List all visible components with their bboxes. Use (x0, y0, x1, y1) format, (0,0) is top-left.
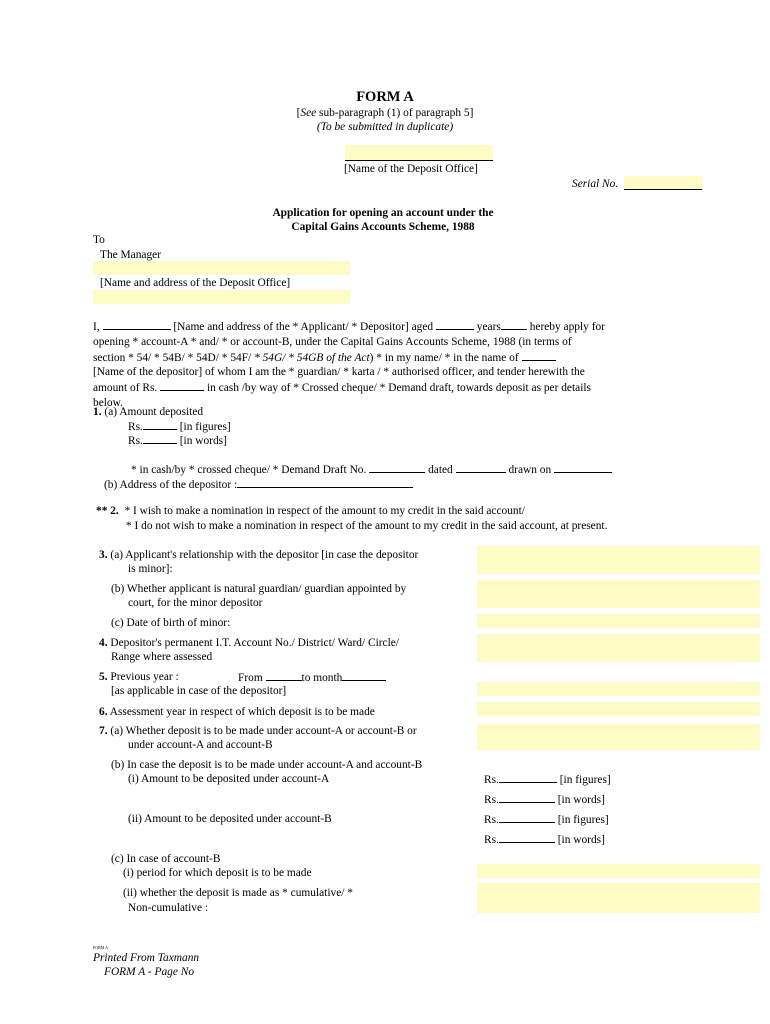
item3-a-line1: (a) Applicant's relationship with the depositor [in case the depositor (107, 549, 419, 561)
words-label: [in words] (557, 794, 605, 806)
to-month-blank[interactable] (342, 670, 386, 681)
item6-line1: Assessment year in respect of which deposit is to be made (107, 706, 375, 718)
figures-label: [in figures] (179, 421, 231, 433)
age-blank[interactable] (436, 319, 474, 330)
item3-b-line2: court, for the minor depositor (128, 597, 263, 609)
item7-b-line1: (b) In case the deposit is to be made under account-A and account-B (111, 759, 423, 771)
applicant-name-blank[interactable] (103, 319, 171, 330)
date-blank[interactable] (456, 462, 506, 473)
form-duplicate-note: (To be submitted in duplicate) (316, 121, 454, 133)
deposit-office-name-field[interactable] (345, 145, 493, 161)
body-line-2: opening * account-A * and/ * or account-B, under the Capital Gains Accounts Scheme, 1988 (in terms of (93, 335, 572, 348)
body-payment-mode: in cash /by way of * Crossed cheque/ * Demand draft, towards deposit as per details (206, 382, 591, 395)
words-label: [in words] (557, 834, 605, 846)
payment-mode-label: * in cash/by * crossed cheque/ * Demand Draft No. (131, 464, 367, 476)
item7-c-i: (i) period for which deposit is to be made (123, 867, 312, 879)
item1-label: (a) Amount deposited (101, 406, 204, 418)
body-name-address: [Name and address of the * Applicant/ * Depositor] aged (173, 321, 434, 333)
drawn-on-label: drawn on (508, 464, 552, 476)
office-address-field[interactable] (93, 290, 350, 304)
item2-nominate (96, 504, 525, 519)
form-subtitle (0, 106, 770, 121)
account-b-figures-row (484, 812, 609, 828)
drawn-on-blank[interactable] (554, 462, 612, 473)
draft-no-blank[interactable] (369, 462, 425, 473)
application-body (93, 319, 676, 411)
assessment-year-field[interactable] (477, 702, 760, 716)
body-sections-italic: * 54G/ * 54GB of the Act (254, 351, 370, 364)
from-label: From (238, 672, 263, 684)
rs-label: Rs. (484, 794, 499, 806)
body-apply: hereby apply for (529, 321, 605, 333)
account-b-words-row (484, 832, 605, 848)
rs-label: Rs. (484, 774, 499, 786)
previous-year-field[interactable] (477, 682, 760, 696)
minor-dob-field[interactable] (477, 614, 760, 628)
deposit-period-field[interactable] (477, 864, 760, 878)
application-heading-line1: Application for opening an account under the (272, 207, 494, 219)
body-line-6: below. (93, 397, 123, 410)
item7-b-i: (i) Amount to be deposited under account-A (128, 773, 330, 785)
subtitle-see: See (300, 107, 317, 119)
body-in-my-name: ) * in my name/ * in the name of (369, 351, 519, 364)
years-blank[interactable] (501, 319, 527, 330)
body-sections: section * 54/ * 54B/ * 54D/ * 54F/ (93, 351, 255, 364)
account-a-figures-blank[interactable] (499, 772, 557, 783)
figures-label: [in figures] (559, 774, 611, 786)
item1-words-row (128, 433, 227, 449)
item1-payment-row (131, 462, 612, 478)
account-b-figures-blank[interactable] (499, 812, 555, 823)
item7-c: (c) In case of account-B (111, 853, 221, 865)
words-label: [in words] (179, 435, 227, 447)
footer-tiny-mark: FORM A (93, 945, 109, 950)
item3-a-line2: is minor]: (128, 563, 173, 575)
item5-number: 5. (99, 671, 108, 683)
account-b-words-blank[interactable] (499, 832, 555, 843)
item1-address-row (104, 477, 413, 493)
item5-previous-year (99, 670, 179, 685)
office-address-label: [Name and address of the Deposit Office] (100, 277, 291, 289)
item4-line2: Range where assessed (111, 651, 213, 663)
application-heading-line2: Capital Gains Accounts Scheme, 1988 (291, 221, 475, 233)
manager-field[interactable] (93, 261, 350, 275)
dated-label: dated (428, 464, 453, 476)
to-label: To (93, 234, 105, 246)
item3-relationship (99, 548, 418, 563)
to-month-label: to month (301, 672, 343, 684)
item3-number: 3. (99, 549, 108, 561)
amount-words-blank[interactable] (143, 433, 177, 444)
item4-number: 4. (99, 637, 108, 649)
item7-number: 7. (99, 725, 108, 737)
item4-line1: Depositor's permanent I.T. Account No./ District/ Ward/ Circle/ (107, 637, 399, 649)
rs-label: Rs. (484, 834, 499, 846)
body-line-4: [Name of the depositor] of whom I am the * guardian/ * karta / * authorised officer, and tender herewith the (93, 366, 585, 379)
depositor-address-blank[interactable] (237, 477, 413, 488)
item2-no-nominate: * I do not wish to make a nomination in respect of the amount to my credit in the said account, at present. (126, 520, 608, 532)
account-type-field[interactable] (477, 724, 760, 750)
serial-no-field[interactable] (624, 176, 702, 190)
item6-number: 6. (99, 706, 108, 718)
item3-c: (c) Date of birth of minor: (111, 617, 231, 629)
item7-c-ii-line2: Non-cumulative : (128, 902, 209, 914)
serial-no-label: Serial No. (572, 178, 619, 190)
item2-number: ** 2. (96, 505, 119, 517)
rs-label: Rs. (128, 421, 143, 433)
it-account-field[interactable] (477, 634, 760, 662)
amount-figures-blank[interactable] (143, 419, 177, 430)
body-i: I, (93, 321, 100, 333)
item5-line1: Previous year : (107, 671, 179, 683)
manager-label: The Manager (100, 249, 162, 261)
body-amount-of: amount of Rs. (93, 382, 158, 395)
account-a-words-blank[interactable] (499, 792, 555, 803)
subtitle-rest: sub-paragraph (1) of paragraph 5] (316, 107, 474, 119)
relationship-field[interactable] (477, 546, 760, 574)
item5-line2: [as applicable in case of the depositor] (111, 685, 287, 697)
footer-page-no: FORM A - Page No (104, 966, 195, 978)
from-blank[interactable] (266, 670, 302, 681)
depositor-address-label: (b) Address of the depositor : (104, 479, 238, 491)
item1-number: 1. (93, 406, 102, 418)
item7-a-line2: under account-A and account-B (128, 739, 273, 751)
deposit-office-label: [Name of the Deposit Office] (344, 163, 478, 175)
item6-assessment-year (99, 705, 375, 720)
body-line-5 (93, 380, 676, 396)
amount-blank[interactable] (160, 380, 204, 391)
item2-line1: * I wish to make a nomination in respect of the amount to my credit in the said account/ (124, 505, 525, 517)
item1-amount-deposited (93, 405, 203, 420)
item7-account-choice (99, 724, 417, 739)
body-line-3 (93, 350, 676, 366)
item7-b-ii: (ii) Amount to be deposited under account-B (128, 813, 332, 825)
depositor-name-blank[interactable] (522, 350, 556, 361)
item7-a-line1: (a) Whether deposit is to be made under account-A or account-B or (107, 725, 417, 737)
rs-label: Rs. (484, 814, 499, 826)
rs-label: Rs. (128, 435, 143, 447)
item3-b-line1: (b) Whether applicant is natural guardian/ guardian appointed by (111, 583, 407, 595)
figures-label: [in figures] (557, 814, 609, 826)
guardian-type-field[interactable] (477, 580, 760, 608)
account-a-words-row (484, 792, 605, 808)
footer-printed-from: Printed From Taxmann (93, 952, 200, 964)
item4-it-account (99, 636, 399, 651)
cumulative-field[interactable] (477, 883, 760, 913)
account-a-figures-row (484, 772, 611, 788)
subtitle-bracket: [ (296, 107, 301, 119)
body-line-1 (93, 319, 676, 335)
item7-c-ii-line1: (ii) whether the deposit is made as * cumulative/ * (123, 887, 353, 899)
form-title: FORM A (356, 89, 414, 105)
body-years: years (476, 321, 501, 333)
